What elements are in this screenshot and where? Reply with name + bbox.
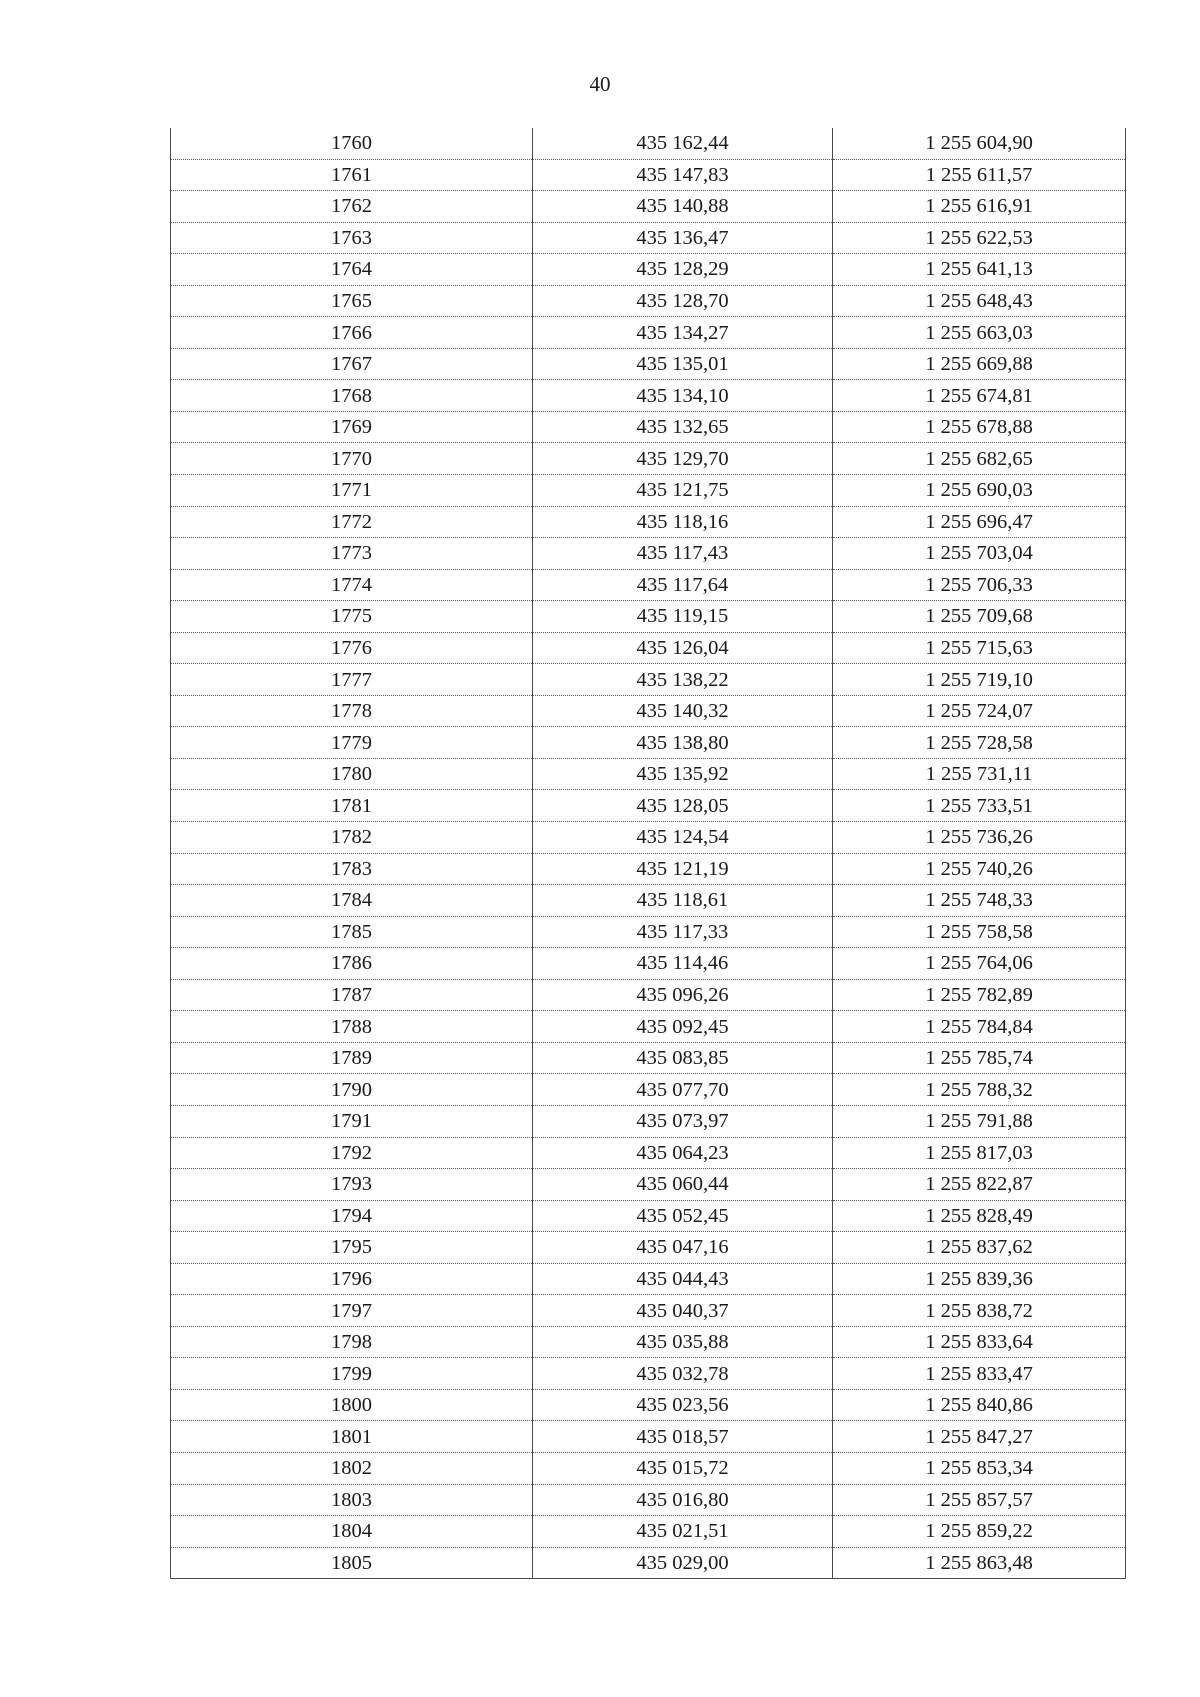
x-coordinate-cell: 435 021,51 xyxy=(533,1516,833,1548)
table-row xyxy=(171,1295,1126,1327)
table-row xyxy=(171,285,1126,317)
y-coordinate-cell: 1 255 703,04 xyxy=(833,538,1126,570)
point-number-cell: 1767 xyxy=(171,348,533,380)
y-coordinate-cell: 1 255 663,03 xyxy=(833,317,1126,349)
x-coordinate-cell: 435 016,80 xyxy=(533,1484,833,1516)
y-coordinate-cell: 1 255 715,63 xyxy=(833,632,1126,664)
table-row xyxy=(171,475,1126,507)
x-coordinate-cell: 435 117,64 xyxy=(533,569,833,601)
x-coordinate-cell: 435 073,97 xyxy=(533,1105,833,1137)
point-number-cell: 1799 xyxy=(171,1358,533,1390)
point-number-cell: 1787 xyxy=(171,979,533,1011)
point-number-cell: 1785 xyxy=(171,916,533,948)
x-coordinate-cell: 435 134,27 xyxy=(533,317,833,349)
x-coordinate-cell: 435 121,19 xyxy=(533,853,833,885)
table-row xyxy=(171,1074,1126,1106)
x-coordinate-cell: 435 117,43 xyxy=(533,538,833,570)
y-coordinate-cell: 1 255 863,48 xyxy=(833,1547,1126,1579)
point-number-cell: 1763 xyxy=(171,222,533,254)
x-coordinate-cell: 435 077,70 xyxy=(533,1074,833,1106)
table-row xyxy=(171,601,1126,633)
point-number-cell: 1764 xyxy=(171,254,533,286)
table-row xyxy=(171,191,1126,223)
table-row xyxy=(171,695,1126,727)
y-coordinate-cell: 1 255 674,81 xyxy=(833,380,1126,412)
table-row xyxy=(171,1389,1126,1421)
point-number-cell: 1786 xyxy=(171,948,533,980)
point-number-cell: 1761 xyxy=(171,159,533,191)
x-coordinate-cell: 435 029,00 xyxy=(533,1547,833,1579)
point-number-cell: 1772 xyxy=(171,506,533,538)
x-coordinate-cell: 435 119,15 xyxy=(533,601,833,633)
point-number-cell: 1779 xyxy=(171,727,533,759)
x-coordinate-cell: 435 124,54 xyxy=(533,822,833,854)
point-number-cell: 1792 xyxy=(171,1137,533,1169)
point-number-cell: 1790 xyxy=(171,1074,533,1106)
point-number-cell: 1784 xyxy=(171,885,533,917)
point-number-cell: 1783 xyxy=(171,853,533,885)
x-coordinate-cell: 435 092,45 xyxy=(533,1011,833,1043)
y-coordinate-cell: 1 255 785,74 xyxy=(833,1042,1126,1074)
y-coordinate-cell: 1 255 817,03 xyxy=(833,1137,1126,1169)
y-coordinate-cell: 1 255 839,36 xyxy=(833,1263,1126,1295)
point-number-cell: 1803 xyxy=(171,1484,533,1516)
y-coordinate-cell: 1 255 731,11 xyxy=(833,758,1126,790)
point-number-cell: 1798 xyxy=(171,1326,533,1358)
point-number-cell: 1760 xyxy=(171,128,533,159)
table-row xyxy=(171,1263,1126,1295)
y-coordinate-cell: 1 255 758,58 xyxy=(833,916,1126,948)
point-number-cell: 1804 xyxy=(171,1516,533,1548)
table-row xyxy=(171,979,1126,1011)
point-number-cell: 1769 xyxy=(171,411,533,443)
point-number-cell: 1789 xyxy=(171,1042,533,1074)
point-number-cell: 1797 xyxy=(171,1295,533,1327)
table-row xyxy=(171,1547,1126,1579)
x-coordinate-cell: 435 121,75 xyxy=(533,475,833,507)
x-coordinate-cell: 435 083,85 xyxy=(533,1042,833,1074)
point-number-cell: 1793 xyxy=(171,1169,533,1201)
table-row xyxy=(171,411,1126,443)
y-coordinate-cell: 1 255 782,89 xyxy=(833,979,1126,1011)
table-row xyxy=(171,1200,1126,1232)
x-coordinate-cell: 435 136,47 xyxy=(533,222,833,254)
table-row xyxy=(171,1421,1126,1453)
x-coordinate-cell: 435 052,45 xyxy=(533,1200,833,1232)
table-row xyxy=(171,1484,1126,1516)
point-number-cell: 1774 xyxy=(171,569,533,601)
y-coordinate-cell: 1 255 837,62 xyxy=(833,1232,1126,1264)
point-number-cell: 1771 xyxy=(171,475,533,507)
y-coordinate-cell: 1 255 833,64 xyxy=(833,1326,1126,1358)
y-coordinate-cell: 1 255 740,26 xyxy=(833,853,1126,885)
page-number: 40 xyxy=(589,72,611,96)
table-row xyxy=(171,1358,1126,1390)
point-number-cell: 1782 xyxy=(171,822,533,854)
point-number-cell: 1768 xyxy=(171,380,533,412)
x-coordinate-cell: 435 138,22 xyxy=(533,664,833,696)
table-row xyxy=(171,1169,1126,1201)
point-number-cell: 1780 xyxy=(171,758,533,790)
y-coordinate-cell: 1 255 736,26 xyxy=(833,822,1126,854)
y-coordinate-cell: 1 255 641,13 xyxy=(833,254,1126,286)
y-coordinate-cell: 1 255 828,49 xyxy=(833,1200,1126,1232)
point-number-cell: 1791 xyxy=(171,1105,533,1137)
table-row xyxy=(171,538,1126,570)
table-row xyxy=(171,1232,1126,1264)
y-coordinate-cell: 1 255 682,65 xyxy=(833,443,1126,475)
x-coordinate-cell: 435 162,44 xyxy=(533,128,833,159)
y-coordinate-cell: 1 255 853,34 xyxy=(833,1452,1126,1484)
x-coordinate-cell: 435 032,78 xyxy=(533,1358,833,1390)
point-number-cell: 1781 xyxy=(171,790,533,822)
table-row xyxy=(171,1137,1126,1169)
coordinates-table-body xyxy=(171,128,1126,1579)
y-coordinate-cell: 1 255 833,47 xyxy=(833,1358,1126,1390)
y-coordinate-cell: 1 255 678,88 xyxy=(833,411,1126,443)
x-coordinate-cell: 435 129,70 xyxy=(533,443,833,475)
x-coordinate-cell: 435 018,57 xyxy=(533,1421,833,1453)
y-coordinate-cell: 1 255 838,72 xyxy=(833,1295,1126,1327)
point-number-cell: 1778 xyxy=(171,695,533,727)
table-row xyxy=(171,758,1126,790)
point-number-cell: 1802 xyxy=(171,1452,533,1484)
x-coordinate-cell: 435 140,32 xyxy=(533,695,833,727)
x-coordinate-cell: 435 132,65 xyxy=(533,411,833,443)
x-coordinate-cell: 435 135,01 xyxy=(533,348,833,380)
x-coordinate-cell: 435 128,70 xyxy=(533,285,833,317)
table-row xyxy=(171,222,1126,254)
point-number-cell: 1795 xyxy=(171,1232,533,1264)
point-number-cell: 1788 xyxy=(171,1011,533,1043)
x-coordinate-cell: 435 128,29 xyxy=(533,254,833,286)
x-coordinate-cell: 435 126,04 xyxy=(533,632,833,664)
y-coordinate-cell: 1 255 857,57 xyxy=(833,1484,1126,1516)
point-number-cell: 1777 xyxy=(171,664,533,696)
point-number-cell: 1770 xyxy=(171,443,533,475)
x-coordinate-cell: 435 035,88 xyxy=(533,1326,833,1358)
y-coordinate-cell: 1 255 669,88 xyxy=(833,348,1126,380)
y-coordinate-cell: 1 255 784,84 xyxy=(833,1011,1126,1043)
x-coordinate-cell: 435 135,92 xyxy=(533,758,833,790)
y-coordinate-cell: 1 255 728,58 xyxy=(833,727,1126,759)
point-number-cell: 1773 xyxy=(171,538,533,570)
y-coordinate-cell: 1 255 791,88 xyxy=(833,1105,1126,1137)
x-coordinate-cell: 435 114,46 xyxy=(533,948,833,980)
table-row xyxy=(171,1011,1126,1043)
point-number-cell: 1765 xyxy=(171,285,533,317)
x-coordinate-cell: 435 023,56 xyxy=(533,1389,833,1421)
table-row xyxy=(171,348,1126,380)
x-coordinate-cell: 435 096,26 xyxy=(533,979,833,1011)
x-coordinate-cell: 435 138,80 xyxy=(533,727,833,759)
y-coordinate-cell: 1 255 709,68 xyxy=(833,601,1126,633)
y-coordinate-cell: 1 255 622,53 xyxy=(833,222,1126,254)
x-coordinate-cell: 435 015,72 xyxy=(533,1452,833,1484)
y-coordinate-cell: 1 255 611,57 xyxy=(833,159,1126,191)
x-coordinate-cell: 435 128,05 xyxy=(533,790,833,822)
table-row xyxy=(171,1516,1126,1548)
y-coordinate-cell: 1 255 604,90 xyxy=(833,128,1126,159)
point-number-cell: 1800 xyxy=(171,1389,533,1421)
table-row xyxy=(171,885,1126,917)
table-row xyxy=(171,1326,1126,1358)
x-coordinate-cell: 435 134,10 xyxy=(533,380,833,412)
table-row xyxy=(171,853,1126,885)
table-row xyxy=(171,443,1126,475)
table-row xyxy=(171,1105,1126,1137)
x-coordinate-cell: 435 147,83 xyxy=(533,159,833,191)
y-coordinate-cell: 1 255 724,07 xyxy=(833,695,1126,727)
y-coordinate-cell: 1 255 840,86 xyxy=(833,1389,1126,1421)
table-row xyxy=(171,916,1126,948)
x-coordinate-cell: 435 140,88 xyxy=(533,191,833,223)
table-row xyxy=(171,159,1126,191)
table-row xyxy=(171,948,1126,980)
x-coordinate-cell: 435 044,43 xyxy=(533,1263,833,1295)
y-coordinate-cell: 1 255 847,27 xyxy=(833,1421,1126,1453)
x-coordinate-cell: 435 040,37 xyxy=(533,1295,833,1327)
table-row xyxy=(171,506,1126,538)
point-number-cell: 1766 xyxy=(171,317,533,349)
x-coordinate-cell: 435 047,16 xyxy=(533,1232,833,1264)
y-coordinate-cell: 1 255 733,51 xyxy=(833,790,1126,822)
y-coordinate-cell: 1 255 822,87 xyxy=(833,1169,1126,1201)
point-number-cell: 1775 xyxy=(171,601,533,633)
y-coordinate-cell: 1 255 690,03 xyxy=(833,475,1126,507)
table-row xyxy=(171,822,1126,854)
y-coordinate-cell: 1 255 616,91 xyxy=(833,191,1126,223)
y-coordinate-cell: 1 255 764,06 xyxy=(833,948,1126,980)
point-number-cell: 1796 xyxy=(171,1263,533,1295)
y-coordinate-cell: 1 255 748,33 xyxy=(833,885,1126,917)
y-coordinate-cell: 1 255 648,43 xyxy=(833,285,1126,317)
point-number-cell: 1801 xyxy=(171,1421,533,1453)
coordinates-table xyxy=(170,128,1126,1579)
x-coordinate-cell: 435 117,33 xyxy=(533,916,833,948)
table-row xyxy=(171,727,1126,759)
x-coordinate-cell: 435 118,61 xyxy=(533,885,833,917)
point-number-cell: 1794 xyxy=(171,1200,533,1232)
x-coordinate-cell: 435 118,16 xyxy=(533,506,833,538)
y-coordinate-cell: 1 255 859,22 xyxy=(833,1516,1126,1548)
point-number-cell: 1762 xyxy=(171,191,533,223)
point-number-cell: 1776 xyxy=(171,632,533,664)
table-row xyxy=(171,664,1126,696)
x-coordinate-cell: 435 064,23 xyxy=(533,1137,833,1169)
point-number-cell: 1805 xyxy=(171,1547,533,1579)
table-row xyxy=(171,1042,1126,1074)
table-row xyxy=(171,380,1126,412)
table-row xyxy=(171,569,1126,601)
table-row xyxy=(171,254,1126,286)
table-row xyxy=(171,790,1126,822)
y-coordinate-cell: 1 255 719,10 xyxy=(833,664,1126,696)
y-coordinate-cell: 1 255 788,32 xyxy=(833,1074,1126,1106)
table-row xyxy=(171,1452,1126,1484)
table-row xyxy=(171,128,1126,159)
table-row xyxy=(171,317,1126,349)
y-coordinate-cell: 1 255 696,47 xyxy=(833,506,1126,538)
y-coordinate-cell: 1 255 706,33 xyxy=(833,569,1126,601)
x-coordinate-cell: 435 060,44 xyxy=(533,1169,833,1201)
table-row xyxy=(171,632,1126,664)
